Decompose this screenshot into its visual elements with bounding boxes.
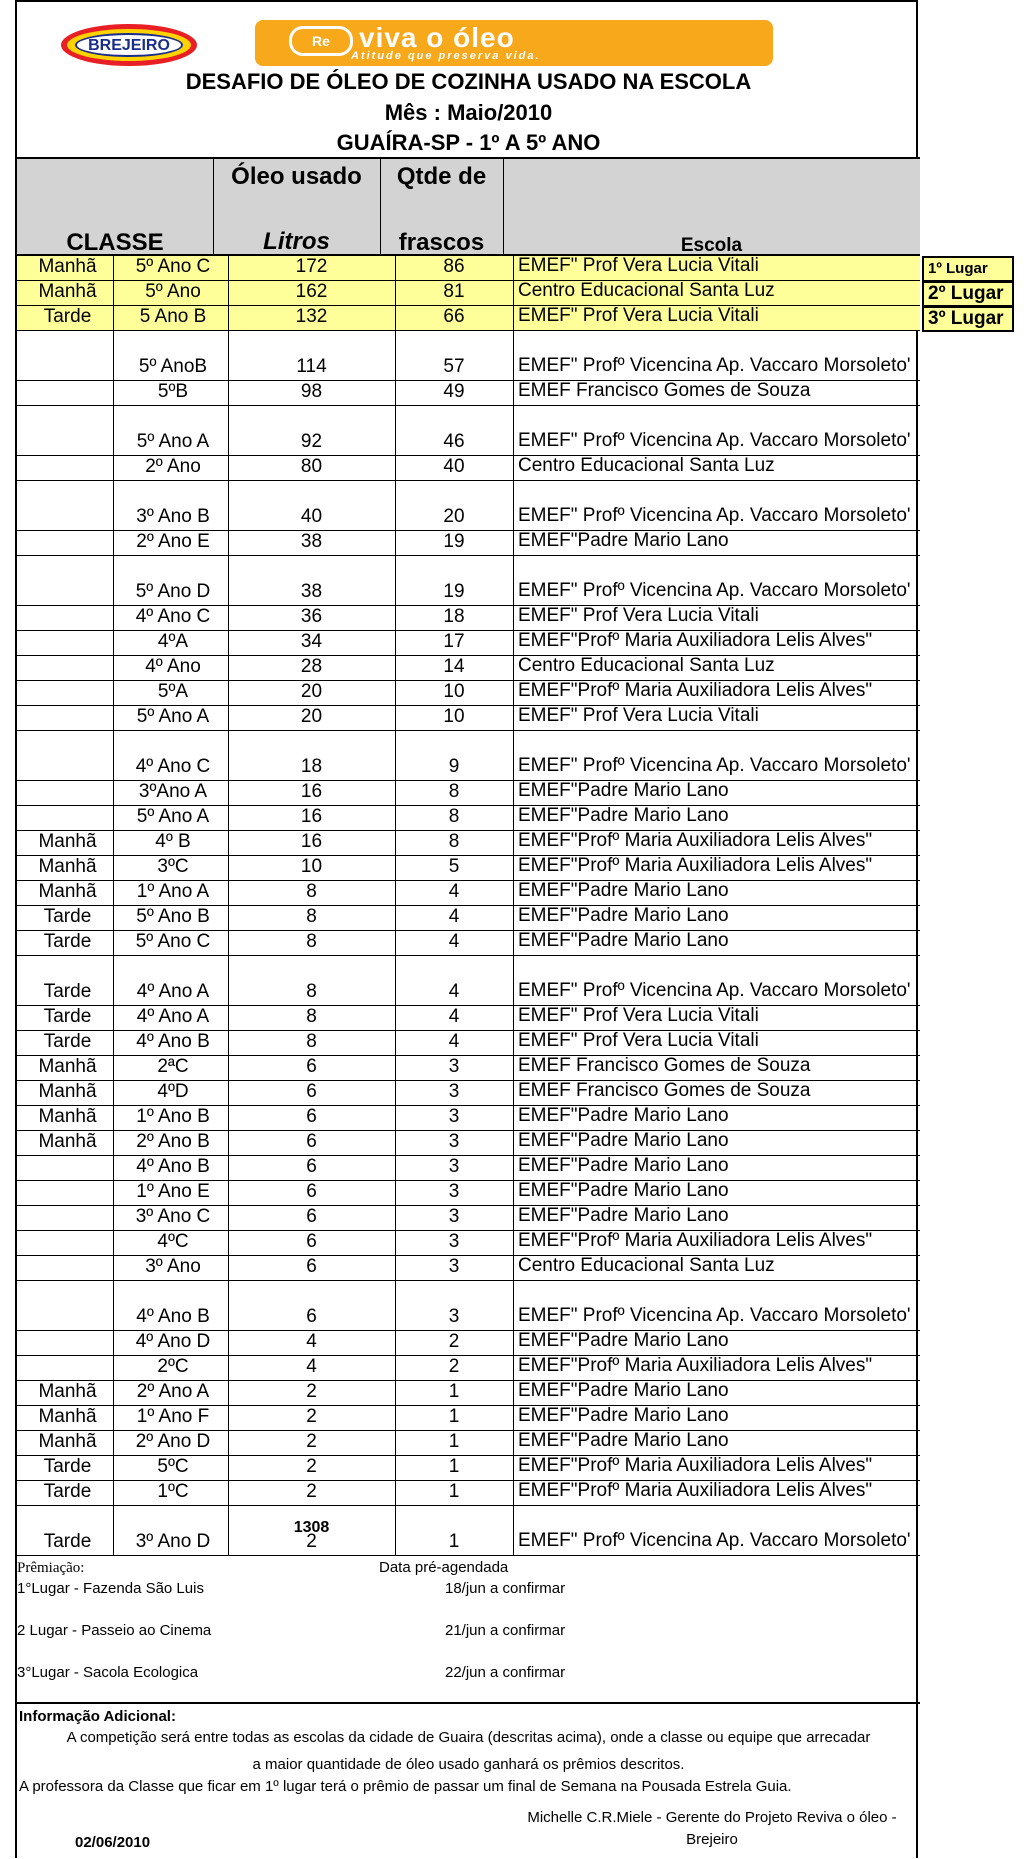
escola-cell: EMEF" Prof Vera Lucia Vitali	[518, 305, 759, 326]
litros-cell: 132	[295, 306, 328, 327]
header-qtde-de: Qtde de	[396, 163, 487, 190]
table-row	[17, 1481, 920, 1506]
classe-cell: 1º Ano F	[136, 1406, 210, 1427]
document-title: DESAFIO DE ÓLEO DE COZINHA USADO NA ESCOLA	[185, 69, 752, 94]
turno-cell: Tarde	[43, 1531, 92, 1552]
litros-cell: 16	[300, 781, 323, 802]
document-sheet	[15, 0, 1004, 1858]
turno-cell: Manhã	[38, 1106, 97, 1127]
frascos-cell: 17	[443, 631, 465, 652]
brejeiro-logo-text: BREJEIRO	[75, 33, 183, 57]
reviva-logo-tagline: Atitude que preserva vida.	[351, 50, 541, 62]
classe-cell: 2ºC	[157, 1356, 189, 1377]
litros-cell: 4	[306, 1356, 317, 1377]
litros-cell: 2	[306, 1406, 317, 1427]
litros-cell: 6	[306, 1106, 317, 1127]
info-line-1: A competição será entre todas as escolas da cidade de Guaira (descritas acima), onde a classe ou equipe que arrecadar	[66, 1729, 871, 1746]
litros-cell: 6	[306, 1081, 317, 1102]
frascos-cell: 3	[448, 1056, 460, 1077]
frascos-cell: 8	[448, 781, 460, 802]
litros-cell: 6	[306, 1206, 317, 1227]
table-row	[17, 406, 920, 456]
table-row	[17, 1131, 920, 1156]
escola-cell: EMEF" Profº Vicencina Ap. Vaccaro Morsoleto'	[518, 430, 911, 451]
turno-cell: Manhã	[38, 256, 97, 277]
classe-cell: 5º Ano B	[136, 906, 210, 927]
classe-cell: 4º Ano B	[136, 1031, 210, 1052]
litros-cell: 38	[300, 531, 323, 552]
frascos-cell: 14	[443, 656, 465, 677]
header-oleo-usado: Óleo usado	[231, 163, 362, 190]
total-litros: 1308	[293, 1519, 330, 1536]
classe-cell: 4ºD	[157, 1081, 189, 1102]
classe-cell: 4º Ano D	[135, 1331, 211, 1352]
litros-cell: 162	[295, 281, 328, 302]
escola-cell: Centro Educacional Santa Luz	[518, 655, 775, 676]
litros-cell: 98	[300, 381, 323, 402]
table-row	[17, 1431, 920, 1456]
escola-cell: EMEF"Padre Mario Lano	[518, 1105, 729, 1126]
reviva-logo-text: viva o óleo	[359, 22, 515, 53]
classe-cell: 5º Ano A	[136, 431, 210, 452]
placement-label: 2º Lugar	[922, 281, 1014, 307]
escola-cell: EMEF"Padre Mario Lano	[518, 780, 729, 801]
classe-cell: 3º Ano B	[136, 506, 210, 527]
frascos-cell: 9	[448, 756, 460, 777]
escola-cell: EMEF" Prof Vera Lucia Vitali	[518, 1030, 759, 1051]
classe-cell: 4º Ano C	[135, 606, 211, 627]
classe-cell: 1ºC	[157, 1481, 189, 1502]
frascos-cell: 1	[448, 1431, 460, 1452]
classe-cell: 5ºB	[157, 381, 189, 402]
turno-cell: Manhã	[38, 1081, 97, 1102]
info-line-2: a maior quantidade de óleo usado ganhará os prêmios descritos.	[252, 1756, 685, 1773]
frascos-cell: 3	[448, 1081, 460, 1102]
classe-cell: 1º Ano E	[136, 1181, 210, 1202]
table-row	[17, 1206, 920, 1231]
table-row	[17, 381, 920, 406]
classe-cell: 3ºC	[157, 856, 189, 877]
prize-1-date: 18/jun a confirmar	[445, 1580, 566, 1597]
litros-cell: 20	[300, 681, 323, 702]
classe-cell: 4ºA	[157, 631, 189, 652]
prize-2-date: 21/jun a confirmar	[445, 1622, 566, 1639]
classe-cell: 5º Ano A	[136, 706, 210, 727]
litros-cell: 2	[306, 1456, 317, 1477]
prize-3: 3°Lugar - Sacola Ecologica	[17, 1664, 199, 1681]
table-row	[17, 1031, 920, 1056]
header-classe: CLASSE	[66, 229, 164, 256]
classe-cell: 4º Ano B	[136, 1306, 210, 1327]
turno-cell: Manhã	[38, 1131, 97, 1152]
litros-cell: 8	[306, 1031, 317, 1052]
escola-cell: EMEF"Padre Mario Lano	[518, 1205, 729, 1226]
frascos-cell: 5	[448, 856, 460, 877]
table-row	[17, 1506, 920, 1556]
turno-cell: Manhã	[38, 1431, 97, 1452]
frascos-cell: 1	[448, 1481, 460, 1502]
escola-cell: EMEF"Profº Maria Auxiliadora Lelis Alves"	[518, 1480, 873, 1501]
litros-cell: 6	[306, 1306, 317, 1327]
classe-cell: 3ºAno A	[138, 781, 208, 802]
turno-cell: Tarde	[43, 1456, 92, 1477]
frascos-cell: 46	[443, 431, 465, 452]
escola-cell: Centro Educacional Santa Luz	[518, 455, 775, 476]
turno-cell: Tarde	[43, 1006, 92, 1027]
table-row	[17, 1231, 920, 1256]
escola-cell: EMEF"Profº Maria Auxiliadora Lelis Alves"	[518, 855, 873, 876]
document-date: 02/06/2010	[75, 1834, 151, 1851]
frascos-cell: 2	[448, 1331, 460, 1352]
turno-cell: Manhã	[38, 1056, 97, 1077]
frascos-cell: 3	[448, 1256, 460, 1277]
placement-label: 3º Lugar	[922, 306, 1014, 332]
escola-cell: EMEF Francisco Gomes de Souza	[518, 1055, 811, 1076]
litros-cell: 20	[300, 706, 323, 727]
escola-cell: EMEF"Profº Maria Auxiliadora Lelis Alves"	[518, 630, 873, 651]
turno-cell: Manhã	[38, 1381, 97, 1402]
escola-cell: EMEF" Prof Vera Lucia Vitali	[518, 1005, 759, 1026]
table-row	[17, 1106, 920, 1131]
escola-cell: EMEF" Prof Vera Lucia Vitali	[518, 605, 759, 626]
turno-cell: Tarde	[43, 931, 92, 952]
classe-cell: 4º B	[155, 831, 191, 852]
frascos-cell: 1	[448, 1381, 460, 1402]
escola-cell: EMEF"Padre Mario Lano	[518, 880, 729, 901]
premiacao-label: Prêmiação:	[17, 1560, 85, 1576]
frascos-cell: 1	[448, 1406, 460, 1427]
litros-cell: 16	[300, 806, 323, 827]
classe-cell: 5ºC	[157, 1456, 189, 1477]
escola-cell: EMEF"Padre Mario Lano	[518, 1330, 729, 1351]
brejeiro-logo	[61, 24, 197, 66]
table-row	[17, 1456, 920, 1481]
litros-cell: 8	[306, 881, 317, 902]
frascos-cell: 1	[448, 1531, 460, 1552]
frascos-cell: 2	[448, 1356, 460, 1377]
escola-cell: EMEF"Padre Mario Lano	[518, 1430, 729, 1451]
table-row	[17, 1331, 920, 1356]
table-row	[17, 731, 920, 781]
escola-cell: EMEF"Profº Maria Auxiliadora Lelis Alves"	[518, 1355, 873, 1376]
prize-3-date: 22/jun a confirmar	[445, 1664, 566, 1681]
document-location: GUAÍRA-SP - 1º A 5º ANO	[336, 130, 601, 155]
escola-cell: EMEF"Padre Mario Lano	[518, 1405, 729, 1426]
classe-cell: 4º Ano A	[136, 981, 210, 1002]
info-line-3: A professora da Classe que ficar em 1º lugar terá o prêmio de passar um final de Semana na Pousada Estrela Guia.	[19, 1778, 792, 1795]
frascos-cell: 8	[448, 831, 460, 852]
table-row	[17, 1081, 920, 1106]
table-row	[17, 1156, 920, 1181]
table-row	[17, 256, 920, 281]
frascos-cell: 3	[448, 1156, 460, 1177]
table-row	[17, 806, 920, 831]
escola-cell: EMEF"Padre Mario Lano	[518, 1180, 729, 1201]
classe-cell: 2º Ano	[145, 456, 201, 477]
classe-cell: 4º Ano C	[135, 756, 211, 777]
frascos-cell: 10	[443, 706, 465, 727]
header-litros: Litros	[263, 228, 330, 255]
escola-cell: EMEF"Profº Maria Auxiliadora Lelis Alves"	[518, 1230, 873, 1251]
litros-cell: 2	[306, 1381, 317, 1402]
litros-cell: 8	[306, 1006, 317, 1027]
litros-cell: 18	[300, 756, 323, 777]
escola-cell: EMEF"Profº Maria Auxiliadora Lelis Alves"	[518, 830, 873, 851]
section-divider	[17, 1702, 920, 1704]
litros-cell: 8	[306, 931, 317, 952]
table-row	[17, 1356, 920, 1381]
turno-cell: Manhã	[38, 881, 97, 902]
classe-cell: 1º Ano B	[136, 1106, 210, 1127]
frascos-cell: 4	[448, 906, 460, 927]
turno-cell: Tarde	[43, 981, 92, 1002]
litros-cell: 28	[300, 656, 323, 677]
frascos-cell: 40	[443, 456, 465, 477]
frascos-cell: 4	[448, 981, 460, 1002]
escola-cell: EMEF"Profº Maria Auxiliadora Lelis Alves"	[518, 680, 873, 701]
placement-label: 1º Lugar	[922, 256, 1014, 282]
table-row	[17, 781, 920, 806]
frascos-cell: 3	[448, 1231, 460, 1252]
classe-cell: 1º Ano A	[136, 881, 210, 902]
escola-cell: EMEF" Prof Vera Lucia Vitali	[518, 705, 759, 726]
classe-cell: 4º Ano A	[136, 1006, 210, 1027]
classe-cell: 2ªC	[157, 1056, 189, 1077]
classe-cell: 5º Ano	[145, 281, 201, 302]
table-row	[17, 656, 920, 681]
frascos-cell: 4	[448, 881, 460, 902]
frascos-cell: 18	[443, 606, 465, 627]
classe-cell: 5ºA	[157, 681, 189, 702]
classe-cell: 5º Ano D	[135, 581, 211, 602]
table-row	[17, 1256, 920, 1281]
frascos-cell: 19	[443, 581, 465, 602]
escola-cell: EMEF" Profº Vicencina Ap. Vaccaro Morsoleto'	[518, 1530, 911, 1551]
classe-cell: 3º Ano D	[135, 1531, 211, 1552]
prize-2: 2 Lugar - Passeio ao Cinema	[17, 1622, 212, 1639]
classe-cell: 4ºC	[157, 1231, 189, 1252]
reviva-logo-badge: Re	[289, 26, 353, 56]
frascos-cell: 4	[448, 931, 460, 952]
escola-cell: EMEF" Profº Vicencina Ap. Vaccaro Morsoleto'	[518, 505, 911, 526]
litros-cell: 4	[306, 1331, 317, 1352]
table-row	[17, 1281, 920, 1331]
frascos-cell: 86	[443, 256, 465, 277]
litros-cell: 6	[306, 1231, 317, 1252]
escola-cell: EMEF"Padre Mario Lano	[518, 805, 729, 826]
frascos-cell: 3	[448, 1131, 460, 1152]
classe-cell: 5º Ano A	[136, 806, 210, 827]
escola-cell: EMEF Francisco Gomes de Souza	[518, 1080, 811, 1101]
table-row	[17, 831, 920, 856]
frascos-cell: 3	[448, 1306, 460, 1327]
turno-cell: Manhã	[38, 831, 97, 852]
litros-cell: 8	[306, 906, 317, 927]
classe-cell: 2º Ano E	[136, 531, 210, 552]
frascos-cell: 81	[443, 281, 465, 302]
escola-cell: EMEF" Profº Vicencina Ap. Vaccaro Morsoleto'	[518, 355, 911, 376]
table-row	[17, 1381, 920, 1406]
classe-cell: 4º Ano	[145, 656, 201, 677]
turno-cell: Manhã	[38, 281, 97, 302]
escola-cell: EMEF" Profº Vicencina Ap. Vaccaro Morsoleto'	[518, 1305, 911, 1326]
table-row	[17, 606, 920, 631]
turno-cell: Manhã	[38, 856, 97, 877]
table-row	[17, 956, 920, 1006]
frascos-cell: 3	[448, 1181, 460, 1202]
classe-cell: 5 Ano B	[139, 306, 207, 327]
escola-cell: EMEF" Profº Vicencina Ap. Vaccaro Morsoleto'	[518, 580, 911, 601]
table-row	[17, 331, 920, 381]
turno-cell: Manhã	[38, 1406, 97, 1427]
info-heading: Informação Adicional:	[19, 1708, 176, 1725]
signature: Michelle C.R.Miele - Gerente do Projeto Reviva o óleo - Brejeiro	[527, 1809, 897, 1848]
frascos-cell: 66	[443, 306, 465, 327]
litros-cell: 2	[306, 1481, 317, 1502]
table-row	[17, 1406, 920, 1431]
classe-cell: 3º Ano C	[135, 1206, 211, 1227]
litros-cell: 10	[300, 856, 323, 877]
escola-cell: EMEF" Profº Vicencina Ap. Vaccaro Morsoleto'	[518, 980, 911, 1001]
classe-cell: 2º Ano A	[136, 1381, 210, 1402]
escola-cell: EMEF"Padre Mario Lano	[518, 930, 729, 951]
litros-cell: 2	[306, 1531, 317, 1552]
data-pre-agendada-label: Data pré-agendada	[379, 1559, 509, 1576]
litros-cell: 172	[295, 256, 328, 277]
document-month: Mês : Maio/2010	[384, 100, 553, 125]
turno-cell: Tarde	[43, 306, 92, 327]
header-escola: Escola	[680, 235, 743, 256]
classe-cell: 2º Ano B	[136, 1131, 210, 1152]
turno-cell: Tarde	[43, 1481, 92, 1502]
escola-cell: Centro Educacional Santa Luz	[518, 280, 775, 301]
turno-cell: Tarde	[43, 906, 92, 927]
table-row	[17, 531, 920, 556]
litros-cell: 40	[300, 506, 323, 527]
litros-cell: 2	[306, 1431, 317, 1452]
litros-cell: 6	[306, 1131, 317, 1152]
litros-cell: 114	[296, 356, 327, 377]
escola-cell: EMEF"Padre Mario Lano	[518, 1155, 729, 1176]
turno-cell: Tarde	[43, 1031, 92, 1052]
classe-cell: 4º Ano B	[136, 1156, 210, 1177]
table-header	[17, 157, 920, 256]
escola-cell: EMEF"Padre Mario Lano	[518, 530, 729, 551]
frascos-cell: 3	[448, 1206, 460, 1227]
table-row	[17, 681, 920, 706]
frascos-cell: 4	[448, 1031, 460, 1052]
classe-cell: 5º AnoB	[138, 356, 208, 377]
litros-cell: 6	[306, 1256, 317, 1277]
litros-cell: 6	[306, 1181, 317, 1202]
table-row	[17, 706, 920, 731]
table-row	[17, 881, 920, 906]
litros-cell: 6	[306, 1056, 317, 1077]
escola-cell: Centro Educacional Santa Luz	[518, 1255, 775, 1276]
classe-cell: 3º Ano	[145, 1256, 201, 1277]
frascos-cell: 10	[443, 681, 465, 702]
frascos-cell: 49	[443, 381, 465, 402]
table-row	[17, 1006, 920, 1031]
table-row	[17, 906, 920, 931]
classe-cell: 5º Ano C	[135, 931, 211, 952]
litros-cell: 34	[300, 631, 323, 652]
frascos-cell: 19	[443, 531, 465, 552]
frascos-cell: 3	[448, 1106, 460, 1127]
litros-cell: 6	[306, 1156, 317, 1177]
classe-cell: 2º Ano D	[135, 1431, 211, 1452]
logo-bar	[47, 16, 807, 70]
frascos-cell: 8	[448, 806, 460, 827]
litros-cell: 38	[300, 581, 323, 602]
escola-cell: EMEF"Padre Mario Lano	[518, 1130, 729, 1151]
classe-cell: 5º Ano C	[135, 256, 211, 277]
header-frascos: frascos	[398, 229, 485, 256]
table-row	[17, 856, 920, 881]
litros-cell: 36	[300, 606, 323, 627]
litros-cell: 92	[300, 431, 323, 452]
litros-cell: 80	[300, 456, 323, 477]
table-row	[17, 1181, 920, 1206]
table-row	[17, 306, 920, 331]
litros-cell: 8	[306, 981, 317, 1002]
escola-cell: EMEF"Padre Mario Lano	[518, 1380, 729, 1401]
table-row	[17, 631, 920, 656]
table-row	[17, 456, 920, 481]
frascos-cell: 20	[443, 506, 465, 527]
table-row	[17, 281, 920, 306]
table-row	[17, 931, 920, 956]
escola-cell: EMEF Francisco Gomes de Souza	[518, 380, 811, 401]
frascos-cell: 57	[443, 356, 465, 377]
frascos-cell: 4	[448, 1006, 460, 1027]
escola-cell: EMEF"Profº Maria Auxiliadora Lelis Alves"	[518, 1455, 873, 1476]
escola-cell: EMEF" Prof Vera Lucia Vitali	[518, 255, 759, 276]
reviva-o-oleo-logo	[255, 20, 773, 66]
table-row	[17, 556, 920, 606]
frascos-cell: 1	[448, 1456, 460, 1477]
litros-cell: 16	[300, 831, 323, 852]
table-row	[17, 481, 920, 531]
escola-cell: EMEF"Padre Mario Lano	[518, 905, 729, 926]
table-row	[17, 1056, 920, 1081]
prize-1: 1°Lugar - Fazenda São Luis	[17, 1580, 204, 1597]
escola-cell: EMEF" Profº Vicencina Ap. Vaccaro Morsoleto'	[518, 755, 911, 776]
